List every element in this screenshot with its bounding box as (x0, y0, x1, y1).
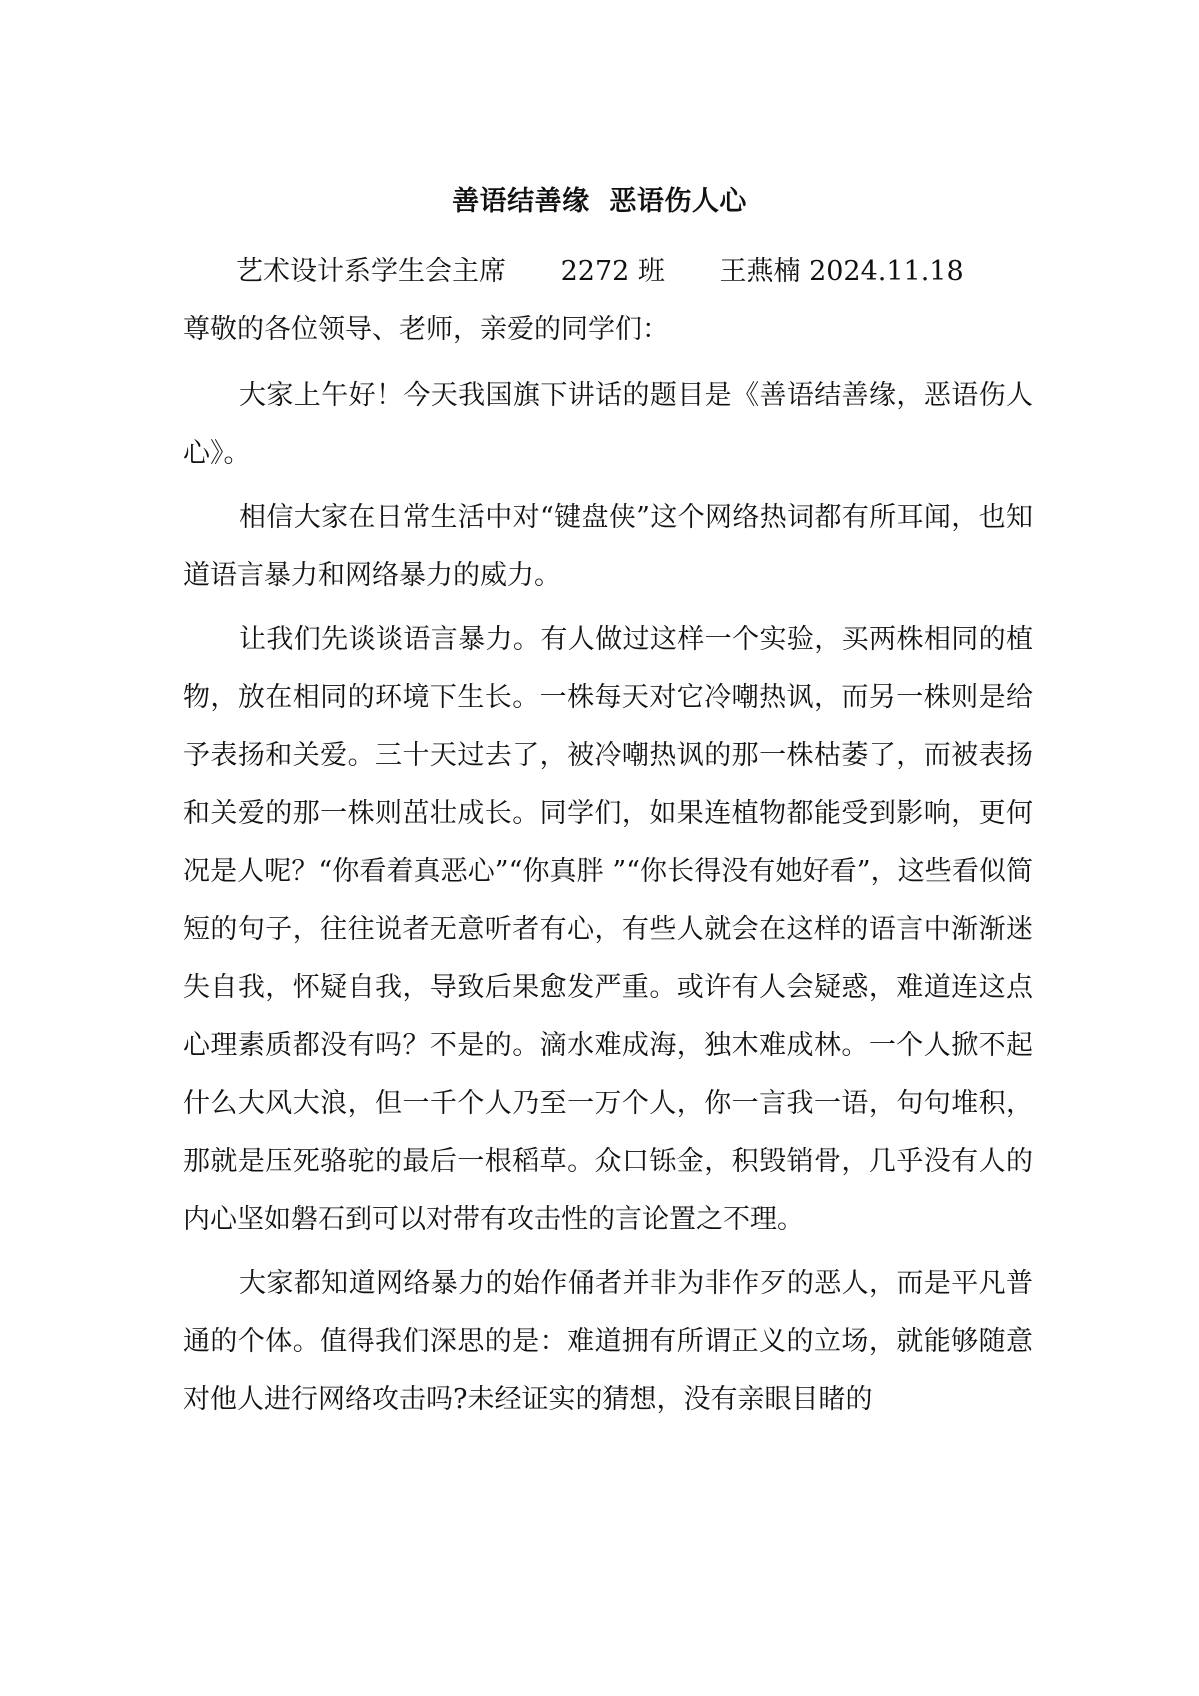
salutation: 尊敬的各位领导、老师，亲爱的同学们： (183, 314, 669, 345)
paragraph: 让我们先谈谈语言暴力。有人做过这样一个实验，买两株相同的植物，放在相同的环境下生长。一株每天对它冷嘲热讽，而另一株则是给予表扬和关爱。三十天过去了，被冷嘲热讽的那一株枯萎了，而被表扬和关爱的那一株则茁壮成长。同学们，如果连植物都能受到影响，更何况是人呢？“你看着真恶心”“你真胖 ”“你长得没有她好看”，这些看似简短的句子，往往说者无意听者有心，有些人就会在这样的语言中渐渐迷失自我，怀疑自我，导致后果愈发严重。或许有人会疑惑，难道连这点心理素质都没有吗？不是的。滴水难成海，独木难成林。一个人掀不起什么大风大浪，但一千个人乃至一万个人，你一言我一语，句句堆积，那就是压死骆驼的最后一根稻草。众口铄金，积毁销骨，几乎没有人的内心坚如磐石到可以对带有攻击性的言论置之不理。 (183, 624, 1033, 1235)
speech-body (183, 367, 1033, 1429)
byline-role: 艺术设计系学生会主席 (236, 256, 506, 287)
paragraph: 大家都知道网络暴力的始作俑者并非为非作歹的恶人，而是平凡普通的个体。值得我们深思的是：难道拥有所谓正义的立场，就能够随意对他人进行网络攻击吗?未经证实的猜想，没有亲眼目睹的 (183, 1268, 1033, 1415)
paragraph: 大家上午好！今天我国旗下讲话的题目是《善语结善缘，恶语伤人心》。 (183, 380, 1033, 469)
document-title: 善语结善缘 恶语伤人心 (452, 186, 747, 217)
paragraph: 相信大家在日常生活中对“键盘侠”这个网络热词都有所耳闻，也知道语言暴力和网络暴力的威力。 (183, 502, 1033, 591)
byline-name-date: 王燕楠 2024.11.18 (719, 256, 964, 287)
byline (236, 254, 964, 290)
byline-class: 2272 班 (560, 256, 665, 287)
